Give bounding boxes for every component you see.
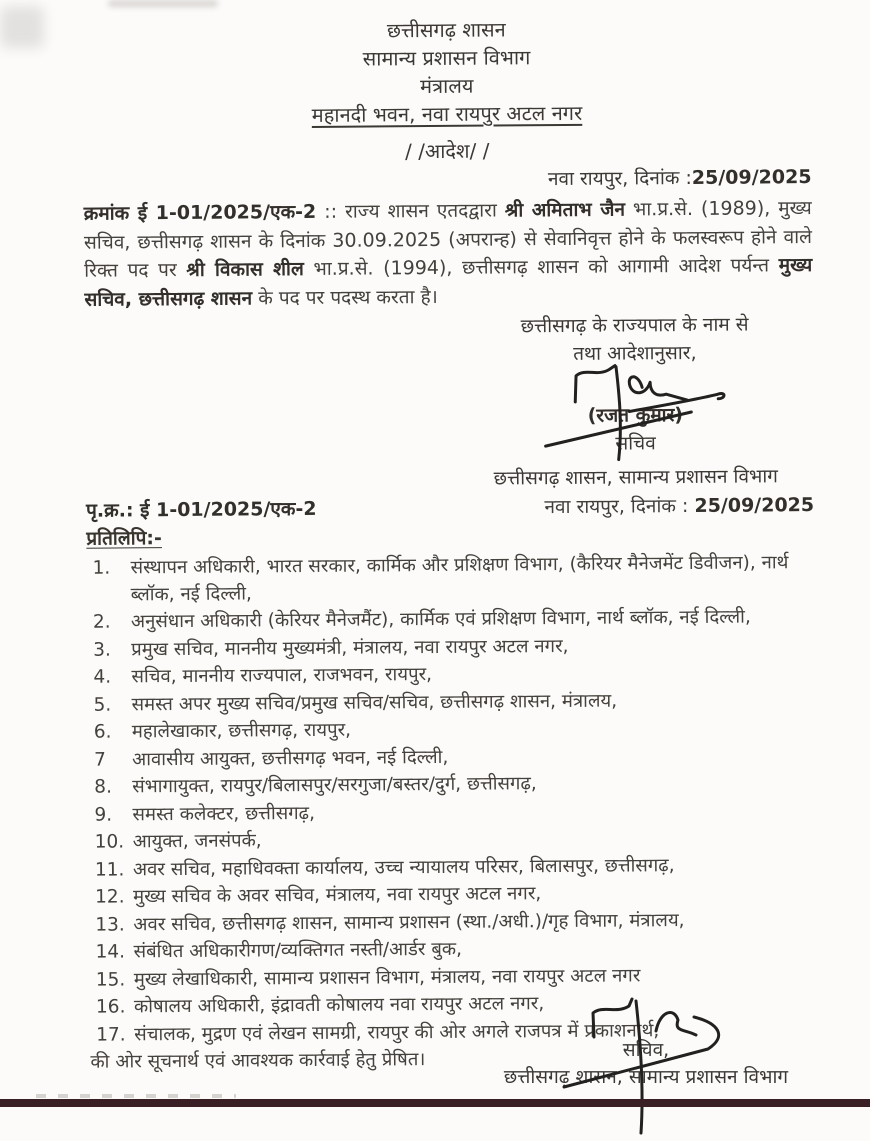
copy-item-text: मुख्य लेखाधिकारी, सामान्य प्रशासन विभाग, मंत्रालय, नवा रायपुर अटल नगर: [133, 964, 641, 990]
copy-item-number: 8.: [94, 776, 112, 798]
by-order-line: तथा आदेशानुसार,: [573, 341, 697, 365]
copy-item-number: 2.: [92, 611, 111, 633]
copy-item-text: अवर सचिव, छत्तीसगढ़ शासन, सामान्य प्रशासन (स्था./अधी.)/गृह विभाग, मंत्रालय,: [133, 909, 685, 935]
copy-list-item: [95, 934, 817, 966]
copy-item-text: अनुसंधान अधिकारी (केरियर मैनेजमैंट), कार्मिक एवं प्रशिक्षण विभाग, नार्थ ब्लॉक, नई दिल्ली,: [130, 606, 751, 633]
officer-name-incoming: श्री विकास शील: [186, 258, 304, 281]
issue-date-label: नवा रायपुर, दिनांक :: [547, 166, 692, 191]
copy-list-item: [93, 632, 815, 664]
officer-name-outgoing: श्री अमिताभ जैन: [504, 198, 626, 222]
endorsement-ref-row: [86, 492, 814, 524]
paragraph-text: भा.प्र.से. (1989), मुख्य सचिव, छत्तीसगढ़ शासन के दिनांक 30.09.2025 (अपरान्ह) से सेवानिवृत्त होने के फलस्वरूप होने वाले रिक्त पद पर: [83, 197, 813, 282]
endorsement-date-label: नवा रायपुर, दिनांक :: [544, 494, 695, 519]
copy-item-text: महालेखाकार, छत्तीसगढ़, रायपुर,: [131, 719, 352, 743]
footer-signatory-title: सचिव,: [622, 1039, 670, 1061]
issue-date-value: 25/09/2025: [691, 166, 812, 189]
bottom-scan-bar: [0, 1099, 870, 1107]
endorsement-date-line: [544, 492, 814, 520]
authority-block: [459, 310, 812, 493]
copy-item-text: संचालक, मुद्रण एवं लेखन सामग्री, रायपुर की ओर अगले राजपत्र में प्रकाशनार्थ,: [134, 1019, 660, 1045]
copy-item-number: 11.: [94, 858, 125, 881]
signatory-name: (रजत कुमार): [587, 404, 684, 427]
copy-item-text: संभागायुक्त, रायपुर/बिलासपुर/सरगुजा/बस्तर/दुर्ग, छत्तीसगढ़,: [132, 773, 537, 798]
copy-list-item: [96, 989, 818, 1021]
copy-list-item: [92, 550, 814, 609]
copy-item-text: आयुक्त, जनसंपर्क,: [132, 830, 262, 853]
copy-item-number: 16.: [95, 996, 126, 1018]
copy-item-text: प्रमुख सचिव, माननीय मुख्यमंत्री, मंत्रालय, नवा रायपुर अटल नगर,: [131, 635, 569, 660]
signatory-title: सचिव: [615, 432, 656, 455]
copy-to-label: प्रतिलिपि:-: [86, 527, 162, 550]
paragraph-text: के पद पर पदस्थ करता है।: [252, 285, 438, 309]
copy-list-item: [95, 852, 817, 884]
copy-item-number: 17.: [96, 1023, 126, 1046]
office-address: महानदी भवन, नवा रायपुर अटल नगर: [311, 100, 583, 127]
ministry-name: मंत्रालय: [419, 73, 474, 99]
copy-list-item: [94, 797, 816, 829]
copy-list-item: [96, 962, 818, 994]
footer-signature-block: [476, 1037, 816, 1091]
endorsement-date-value: 25/09/2025: [694, 494, 815, 517]
order-heading: / /आदेश/ /: [405, 138, 490, 164]
copy-item-text: संस्थापन अधिकारी, भारत सरकार, कार्मिक और प्रशिक्षण विभाग, (कैरियर मैनेजमेंट डिवीजन), नार्थ ब्लॉक, नई दिल्ली,: [130, 552, 789, 605]
copy-item-number: 6.: [93, 721, 112, 743]
department-name: सामान्य प्रशासन विभाग: [362, 45, 531, 71]
copy-item-number: 12.: [95, 886, 125, 908]
copy-item-number: 1.: [92, 557, 111, 579]
copy-item-number: 9.: [94, 804, 113, 826]
copy-item-number: 5.: [93, 694, 112, 716]
copy-item-number: 15.: [95, 968, 126, 991]
issue-date-line: [83, 164, 811, 196]
copy-item-number: 14.: [95, 941, 126, 963]
copy-to-list: [92, 550, 818, 1049]
copy-item-text: आवासीय आयुक्त, छत्तीसगढ़ भवन, नई दिल्ली,: [131, 746, 449, 770]
copy-item-text: समस्त अपर मुख्य सचिव/प्रमुख सचिव/सचिव, छत्तीसगढ़ शासन, मंत्रालय,: [131, 690, 618, 715]
copy-item-number: 13.: [95, 913, 125, 936]
footer-signatory-department: छत्तीसगढ़ शासन, सामान्य प्रशासन विभाग: [503, 1066, 789, 1088]
copy-item-text: समस्त कलेक्टर, छत्तीसगढ़,: [132, 802, 316, 825]
copy-item-text: अवर सचिव, महाधिवक्ता कार्यालय, उच्च न्यायालय परिसर, बिलासपुर, छत्तीसगढ़,: [132, 854, 675, 880]
order-body-paragraph: [84, 194, 813, 314]
order-ref-number: क्रमांक ई 1-01/2025/एक-2: [83, 200, 317, 225]
signature-area: [459, 368, 812, 465]
signatory-department: छत्तीसगढ़ शासन, सामान्य प्रशासन विभाग: [493, 465, 779, 490]
paragraph-text: :: राज्य शासन एतदद्वारा: [316, 199, 505, 223]
endorsement-ref-number: पृ.क्र.: ई 1-01/2025/एक-2: [86, 497, 317, 522]
copy-item-number: 10.: [94, 831, 125, 853]
copy-list-item: [95, 879, 817, 911]
copy-list-item: [95, 907, 817, 939]
copy-item-text: कोषालय अधिकारी, इंद्रावती कोषालय नवा रायपुर अटल नगर,: [133, 993, 545, 1018]
copy-item-number: 4.: [93, 666, 112, 688]
copy-list-item: [94, 769, 816, 801]
copy-item-text: मुख्य सचिव के अवर सचिव, मंत्रालय, नवा रायपुर अटल नगर,: [133, 883, 542, 908]
scan-artifact-bottom: [36, 1094, 236, 1098]
copy-list-item: [93, 604, 815, 636]
copy-item-number: 3.: [93, 639, 111, 661]
copy-list-item: [93, 659, 815, 691]
copy-list-item: [94, 687, 816, 719]
by-order-line: छत्तीसगढ़ के राज्यपाल के नाम से: [520, 313, 749, 338]
copy-item-text: सचिव, माननीय राज्यपाल, राजभवन, रायपुर,: [131, 664, 433, 688]
government-name: छत्तीसगढ़ शासन: [386, 17, 506, 43]
copy-list-item: [95, 824, 817, 856]
post-title: मुख्य सचिव, छत्तीसगढ़ शासन: [84, 254, 813, 311]
copy-item-number: 7: [93, 749, 106, 771]
letterhead: [82, 13, 811, 167]
copy-item-text: संबंधित अधिकारीगण/व्यक्तिगत नस्ती/आर्डर बुक,: [133, 938, 463, 963]
closing-line: की ओर सूचनार्थ एवं आवश्यक कार्रवाई हेतु प्रेषित।: [90, 1049, 426, 1073]
paragraph-text: भा.प्र.से. (1994), छत्तीसगढ़ शासन को आगामी आदेश पर्यन्त: [303, 254, 779, 281]
